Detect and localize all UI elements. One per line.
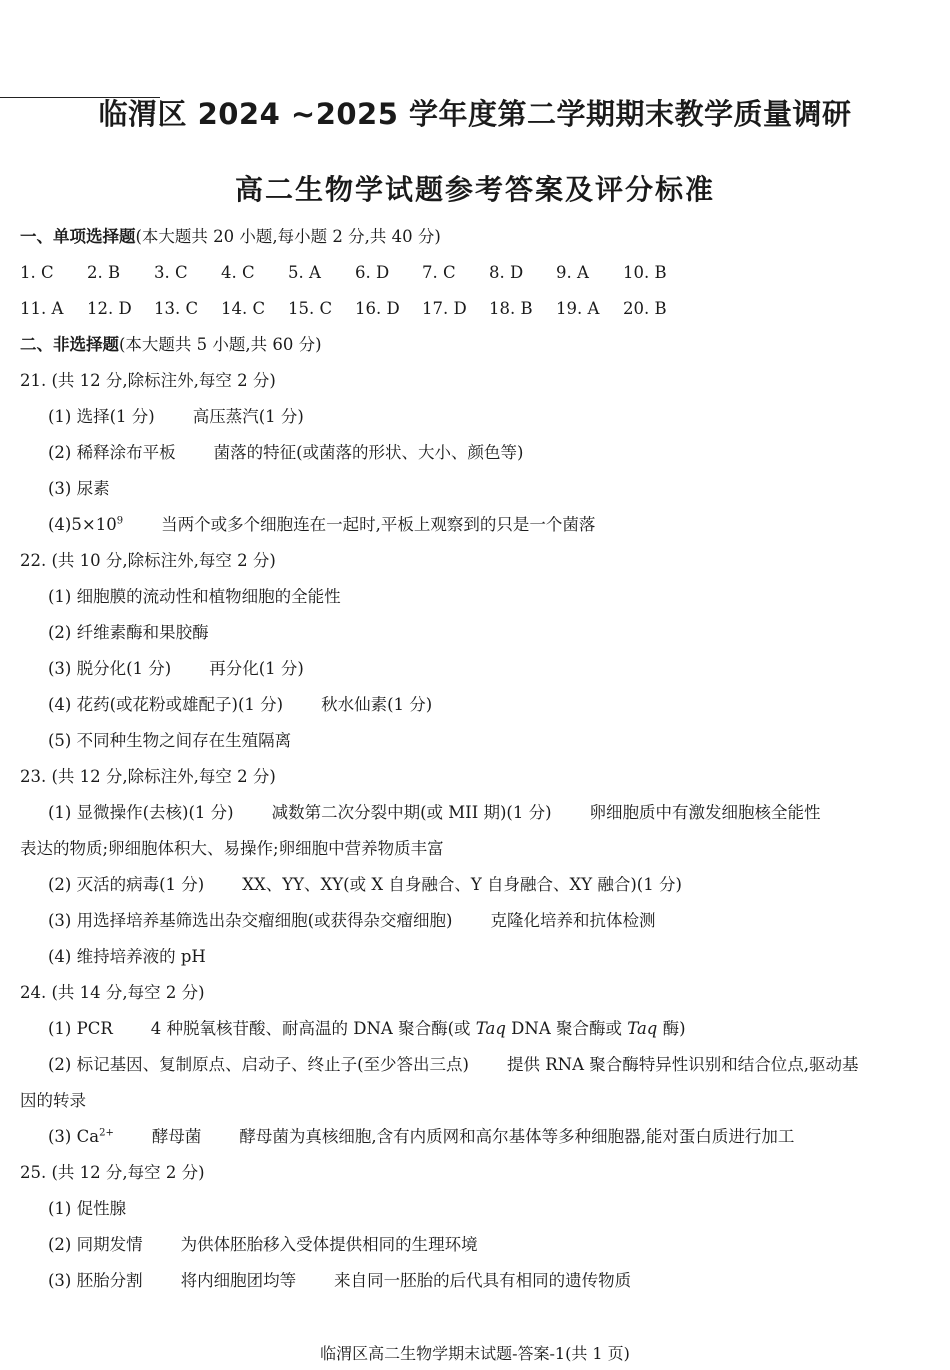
answer-text: (2) 稀释涂布平板 (48, 443, 176, 462)
mc-answer: 3. C (154, 263, 188, 282)
mc-answer: 18. B (489, 299, 533, 318)
mc-answer: 2. B (87, 263, 121, 282)
answer-text: XX、YY、XY(或 X 自身融合、Y 自身融合、XY 融合)(1 分) (242, 875, 682, 894)
q21-answer-4 (48, 514, 595, 536)
q23-answer-1 (48, 802, 821, 824)
mc-answer: 1. C (20, 263, 54, 282)
q23-answer-2 (48, 874, 682, 896)
superscript: 2+ (99, 1127, 114, 1139)
q22-answer-5: (5) 不同种生物之间存在生殖隔离 (48, 731, 292, 750)
q22-answer-1: (1) 细胞膜的流动性和植物细胞的全能性 (48, 587, 341, 606)
q22-answer-2: (2) 纤维素酶和果胶酶 (48, 623, 209, 642)
q25-header: 25. (共 12 分,每空 2 分) (20, 1163, 205, 1182)
answer-text: (3) 用选择培养基筛选出杂交瘤细胞(或获得杂交瘤细胞) (48, 911, 453, 930)
q23-answer-1-continued: 表达的物质;卵细胞体积大、易操作;卵细胞中营养物质丰富 (20, 839, 444, 858)
mc-answer: 17. D (422, 299, 467, 318)
q22-header: 22. (共 10 分,除标注外,每空 2 分) (20, 551, 276, 570)
q21-answer-1 (48, 406, 304, 428)
mc-answer: 13. C (154, 299, 199, 318)
mc-answer: 9. A (556, 263, 589, 282)
mc-answer: 10. B (623, 263, 667, 282)
answer-text: (2) 标记基因、复制原点、启动子、终止子(至少答出三点) (48, 1055, 469, 1074)
answer-text: 提供 RNA 聚合酶特异性识别和结合位点,驱动基 (507, 1055, 859, 1074)
italic-term: Taq (627, 1019, 658, 1038)
answer-text: 再分化(1 分) (209, 659, 304, 678)
q24-answer-2 (48, 1054, 859, 1076)
q25-answer-3 (48, 1270, 631, 1292)
mc-answer: 14. C (221, 299, 266, 318)
answer-text: 秋水仙素(1 分) (321, 695, 433, 714)
answer-text: (3) 胚胎分割 (48, 1271, 143, 1290)
section2-heading: 二、非选择题 (20, 335, 119, 354)
mc-answer: 6. D (355, 263, 390, 282)
answer-text: (1) 选择(1 分) (48, 407, 155, 426)
q24-answer-1 (48, 1018, 686, 1040)
answer-text: (1) PCR (48, 1019, 113, 1038)
q24-header: 24. (共 14 分,每空 2 分) (20, 983, 205, 1002)
mc-answers-row1 (20, 262, 690, 284)
answer-text: DNA 聚合酶或 (505, 1019, 628, 1038)
answer-text: (2) 灭活的病毒(1 分) (48, 875, 205, 894)
mc-answer: 8. D (489, 263, 524, 282)
mc-answer: 11. A (20, 299, 64, 318)
superscript: 9 (116, 515, 124, 527)
answer-text: 当两个或多个细胞连在一起时,平板上观察到的只是一个菌落 (161, 515, 596, 534)
page-title: 临渭区 2024 ~2025 学年度第二学期期末教学质量调研 (98, 97, 852, 131)
page-footer: 临渭区高二生物学期末试题-答案-1(共 1 页) (320, 1344, 630, 1363)
q21-answer-2 (48, 442, 524, 464)
answer-text: 减数第二次分裂中期(或 MII 期)(1 分) (271, 803, 552, 822)
q23-header: 23. (共 12 分,除标注外,每空 2 分) (20, 767, 276, 786)
answer-text: 菌落的特征(或菌落的形状、大小、颜色等) (213, 443, 524, 462)
mc-answers-row2 (20, 298, 690, 320)
mc-answer: 15. C (288, 299, 333, 318)
answer-text: (4)5×10 (48, 515, 117, 534)
mc-answer: 4. C (221, 263, 255, 282)
mc-answer: 5. A (288, 263, 321, 282)
answer-text: (4) 花药(或花粉或雄配子)(1 分) (48, 695, 284, 714)
italic-term: Taq (475, 1019, 506, 1038)
section1-header (20, 226, 441, 248)
mc-answer: 7. C (422, 263, 456, 282)
answer-text: 将内细胞团均等 (180, 1271, 297, 1290)
q25-answer-2 (48, 1234, 478, 1256)
section1-note: (本大题共 20 小题,每小题 2 分,共 40 分) (135, 227, 441, 246)
q21-answer-3: (3) 尿素 (48, 479, 110, 498)
answer-text: 酶) (657, 1019, 686, 1038)
section2-note: (本大题共 5 小题,共 60 分) (119, 335, 322, 354)
answer-text: 酵母菌 (151, 1127, 202, 1146)
mc-answer: 20. B (623, 299, 667, 318)
q23-answer-3 (48, 910, 656, 932)
answer-text: 4 种脱氧核苷酸、耐高温的 DNA 聚合酶(或 (150, 1019, 476, 1038)
answer-text: 来自同一胚胎的后代具有相同的遗传物质 (334, 1271, 632, 1290)
answer-text: 酵母菌为真核细胞,含有内质网和高尔基体等多种细胞器,能对蛋白质进行加工 (239, 1127, 795, 1146)
answer-text: (1) 显微操作(去核)(1 分) (48, 803, 234, 822)
section1-heading: 一、单项选择题 (20, 227, 136, 246)
mc-answer: 12. D (87, 299, 132, 318)
q22-answer-3 (48, 658, 304, 680)
q24-answer-2-continued: 因的转录 (20, 1091, 86, 1110)
mc-answer: 19. A (556, 299, 600, 318)
answer-text: (2) 同期发情 (48, 1235, 143, 1254)
q22-answer-4 (48, 694, 432, 716)
answer-text: 高压蒸汽(1 分) (192, 407, 304, 426)
answer-text: 为供体胚胎移入受体提供相同的生理环境 (180, 1235, 478, 1254)
answer-text: (3) Ca (48, 1127, 100, 1146)
q23-answer-4: (4) 维持培养液的 pH (48, 947, 206, 966)
q21-header: 21. (共 12 分,除标注外,每空 2 分) (20, 371, 276, 390)
mc-answer: 16. D (355, 299, 400, 318)
section2-header (20, 334, 322, 356)
answer-text: 卵细胞质中有激发细胞核全能性 (589, 803, 821, 822)
q24-answer-3 (48, 1126, 794, 1148)
page-subtitle: 高二生物学试题参考答案及评分标准 (234, 173, 715, 206)
answer-text: (3) 脱分化(1 分) (48, 659, 172, 678)
answer-text: 克隆化培养和抗体检测 (490, 911, 656, 930)
q25-answer-1: (1) 促性腺 (48, 1199, 127, 1218)
